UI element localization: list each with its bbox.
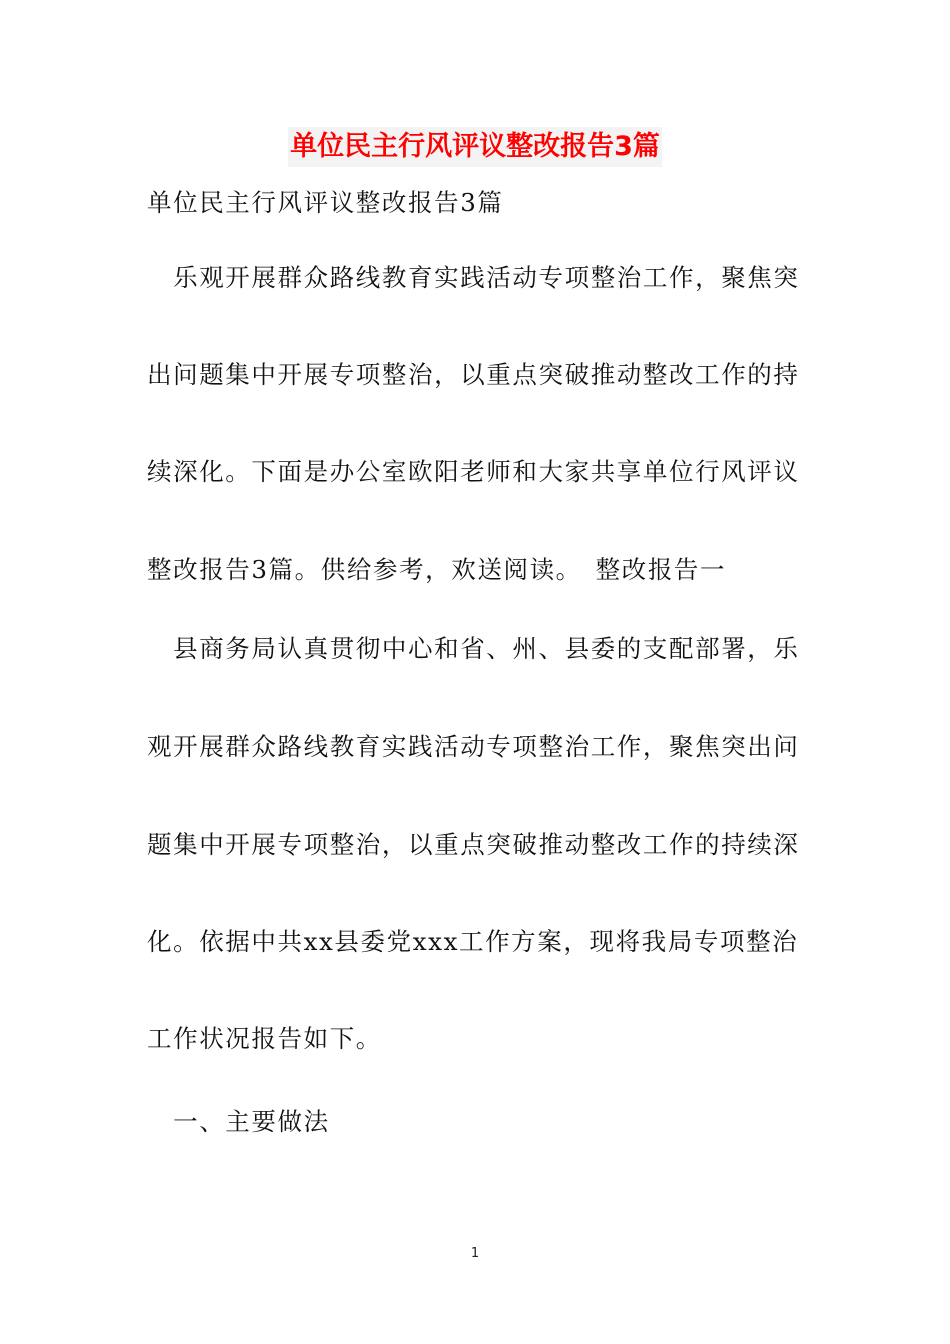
- document-subtitle: 单位民主行风评议整改报告3篇: [147, 188, 504, 217]
- paragraph-line: 题集中开展专项整治，以重点突破推动整改工作的持续深: [147, 830, 800, 859]
- paragraph-line: 县商务局认真贯彻中心和省、州、县委的支配部署，乐: [147, 634, 800, 663]
- paragraph-line: 出问题集中开展专项整治，以重点突破推动整改工作的持: [147, 360, 800, 389]
- page-number: 1: [470, 1246, 480, 1261]
- paragraph-line: 工作状况报告如下。: [147, 1024, 382, 1053]
- title-container: [0, 127, 950, 167]
- section-heading: 一、主要做法: [147, 1107, 330, 1136]
- paragraph-line: 续深化。下面是办公室欧阳老师和大家共享单位行风评议: [147, 457, 800, 486]
- document-title: 单位民主行风评议整改报告3篇: [288, 127, 662, 167]
- paragraph-line: 观开展群众路线教育实践活动专项整治工作，聚焦突出问: [147, 732, 800, 761]
- paragraph-line: 整改报告3篇。供给参考，欢送阅读。 整改报告一: [147, 555, 727, 584]
- paragraph-line: 乐观开展群众路线教育实践活动专项整治工作，聚焦突: [147, 263, 800, 292]
- paragraph-line: 化。依据中共xx县委党xxx工作方案，现将我局专项整治: [147, 927, 799, 956]
